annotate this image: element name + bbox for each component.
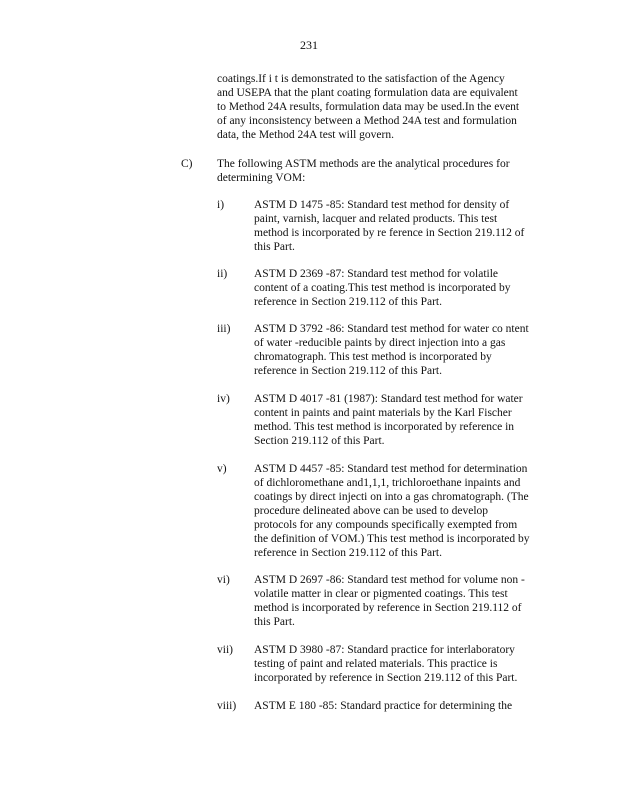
text-line: method. This test method is incorporated by reference in — [254, 421, 515, 433]
text-line: ASTM D 4017 -81 (1987): Standard test method for water — [254, 393, 523, 405]
item-number: ii) — [217, 268, 228, 280]
text-line: reference in Section 219.112 of this Part. — [254, 365, 442, 377]
text-line: reference in Section 219.112 of this Part. — [254, 547, 442, 559]
item-number: iii) — [217, 323, 231, 335]
text-line: procedure delineated above can be used to develop — [254, 505, 489, 517]
text-line: content in paints and paint materials by the Karl Fischer — [254, 407, 512, 419]
section-letter: C) — [181, 158, 193, 170]
text-line: ASTM E 180 -85: Standard practice for determining the — [254, 700, 513, 712]
text-line: content of a coating.This test method is incorporated by — [254, 282, 511, 294]
text-line: ASTM D 1475 -85: Standard test method for density of — [254, 199, 510, 211]
text-line: incorporated by reference in Section 219.112 of this Part. — [254, 672, 518, 684]
text-line: ASTM D 3792 -86: Standard test method for water co ntent — [254, 323, 529, 335]
text-line: to Method 24A results, formulation data may be used.In the event — [217, 101, 520, 113]
item-number: viii) — [217, 700, 237, 712]
item-number: vi) — [217, 574, 230, 586]
text-line: of any inconsistency between a Method 24A test and formulation — [217, 115, 517, 127]
text-line: ASTM D 3980 -87: Standard practice for interlaboratory — [254, 644, 515, 656]
intro-paragraph — [217, 72, 537, 142]
item-number: v) — [217, 463, 227, 475]
text-line: chromatograph. This test method is incorporated by — [254, 351, 492, 363]
list-item — [254, 198, 546, 254]
text-line: the definition of VOM.) This test method is incorporated by — [254, 533, 530, 545]
text-line: paint, varnish, lacquer and related products. This test — [254, 213, 498, 225]
text-line: and USEPA that the plant coating formulation data are equivalent — [217, 87, 518, 99]
text-line: this Part. — [254, 241, 295, 253]
text-line: The following ASTM methods are the analytical procedures for — [217, 158, 510, 170]
text-line: ASTM D 4457 -85: Standard test method for determination — [254, 463, 528, 475]
text-line: testing of paint and related materials. This practice is — [254, 658, 498, 670]
text-line: data, the Method 24A test will govern. — [217, 129, 394, 141]
text-line: protocols for any compounds specifically exempted from — [254, 519, 518, 531]
list-item — [254, 699, 546, 713]
text-line: of water -reducible paints by direct injection into a gas — [254, 337, 506, 349]
text-line: ASTM D 2697 -86: Standard test method for volume non - — [254, 574, 525, 586]
text-line: determining VOM: — [217, 172, 306, 184]
list-item — [254, 573, 546, 629]
list-item — [254, 322, 546, 378]
list-item — [254, 267, 546, 309]
text-line: volatile matter in clear or pigmented coatings. This test — [254, 588, 508, 600]
page-number: 231 — [300, 38, 318, 52]
section-intro — [217, 157, 537, 185]
list-item — [254, 392, 546, 448]
text-line: coatings by direct injecti on into a gas chromatograph. (The — [254, 491, 529, 503]
text-line: method is incorporated by re ference in Section 219.112 of — [254, 227, 525, 239]
text-line: method is incorporated by reference in Section 219.112 of — [254, 602, 522, 614]
text-line: Section 219.112 of this Part. — [254, 435, 385, 447]
text-line: reference in Section 219.112 of this Part. — [254, 296, 442, 308]
list-item — [254, 643, 546, 685]
text-line: of dichloromethane and1,1,1, trichloroethane inpaints and — [254, 477, 521, 489]
list-item — [254, 462, 546, 560]
text-line: coatings.If i t is demonstrated to the satisfaction of the Agency — [217, 73, 505, 85]
text-line: ASTM D 2369 -87: Standard test method for volatile — [254, 268, 499, 280]
item-number: vii) — [217, 644, 233, 656]
text-line: this Part. — [254, 616, 295, 628]
item-number: iv) — [217, 393, 230, 405]
item-number: i) — [217, 199, 225, 211]
